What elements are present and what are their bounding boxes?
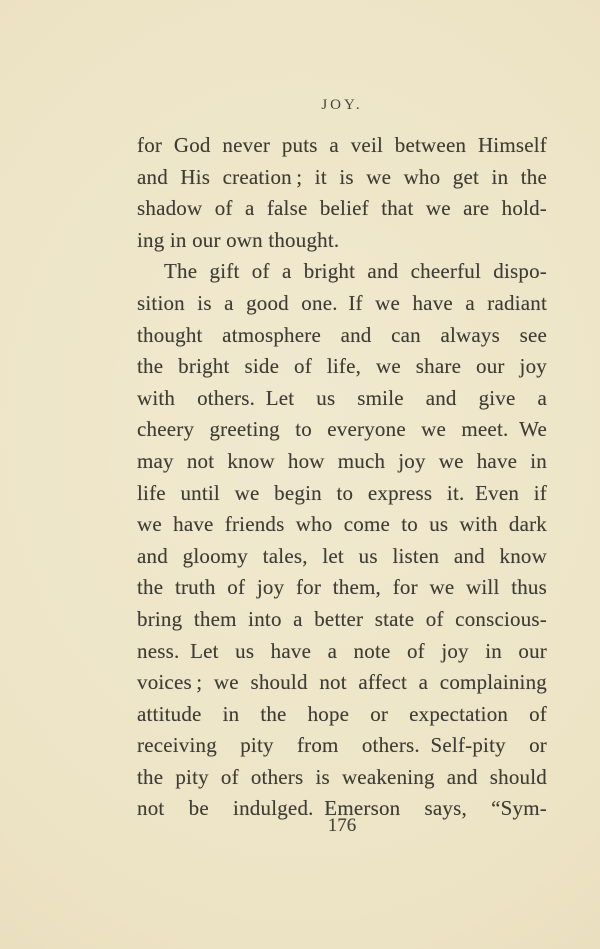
text-line: thought atmosphere and can always see xyxy=(137,322,547,347)
text-block xyxy=(137,130,547,825)
text-line: and gloomy tales, let us listen and know xyxy=(137,543,547,568)
text-line: we have friends who come to us with dark xyxy=(137,512,547,537)
text-line: for God never puts a veil between Himself xyxy=(137,133,547,157)
text-line: ing in our own thought. xyxy=(137,227,340,252)
running-header: JOY. xyxy=(321,97,363,113)
text-line: and His creation ; it is we who get in the xyxy=(137,164,547,189)
text-line: receiving pity from others. Self-pity or xyxy=(137,733,547,758)
text-line: the pity of others is weakening and should xyxy=(137,764,547,789)
text-line: life until we begin to express it. Even if xyxy=(137,480,547,505)
text-line: may not know how much joy we have in xyxy=(137,448,547,473)
text-line: The gift of a bright and cheerful dispo- xyxy=(164,259,547,284)
text-line: cheery greeting to everyone we meet. We xyxy=(137,417,547,442)
page-number: 176 xyxy=(327,815,357,836)
text-line: attitude in the hope or expectation of xyxy=(137,701,547,726)
text-line: shadow of a false belief that we are hold- xyxy=(137,196,547,221)
text-line: the truth of joy for them, for we will thus xyxy=(137,575,547,600)
text-line: bring them into a better state of conscious- xyxy=(137,606,547,631)
text-line: with others. Let us smile and give a xyxy=(137,385,547,410)
text-line: not be indulged. Emerson says, “Sym- xyxy=(137,796,547,821)
text-line: sition is a good one. If we have a radiant xyxy=(137,290,547,315)
text-line: voices ; we should not affect a complaining xyxy=(137,670,547,695)
text-line: ness. Let us have a note of joy in our xyxy=(137,638,547,663)
text-line: the bright side of life, we share our joy xyxy=(137,354,547,379)
